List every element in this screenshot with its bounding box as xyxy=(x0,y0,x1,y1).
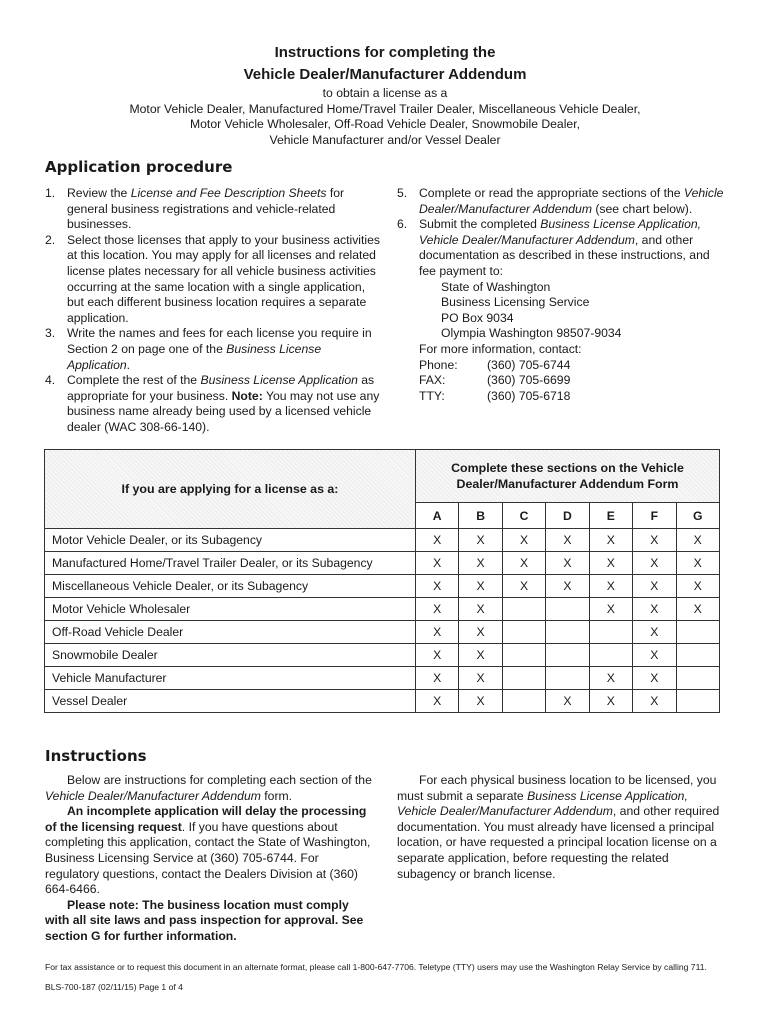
section-mark: X xyxy=(633,690,676,713)
section-mark: X xyxy=(415,621,458,644)
sections-header-line: Complete these sections on the Vehicle xyxy=(451,461,684,475)
section-mark: X xyxy=(459,690,502,713)
section-mark: X xyxy=(459,575,502,598)
section-mark: X xyxy=(589,552,632,575)
section-mark xyxy=(502,598,545,621)
address-line: State of Washington xyxy=(441,279,551,294)
table-row xyxy=(45,644,720,667)
table-row xyxy=(45,667,720,690)
step-number: 4. xyxy=(45,373,56,388)
section-mark: X xyxy=(589,667,632,690)
section-mark: X xyxy=(589,598,632,621)
section-mark xyxy=(676,667,720,690)
section-mark: X xyxy=(633,667,676,690)
instructions-paragraph xyxy=(397,773,727,882)
section-mark: X xyxy=(633,598,676,621)
section-mark xyxy=(589,644,632,667)
text-run: Submit the completed xyxy=(419,217,541,232)
instructions-right-column xyxy=(397,773,727,882)
sections-header xyxy=(415,450,719,503)
contact-label: TTY: xyxy=(419,388,445,403)
subtitle-line: Motor Vehicle Dealer, Manufactured Home/Travel Trailer Dealer, Miscellaneous Vehicle Dealer, xyxy=(129,101,641,116)
step-number: 6. xyxy=(397,217,408,232)
step-text xyxy=(67,326,372,371)
address-line: Olympia Washington 98507-9034 xyxy=(441,326,622,341)
procedure-heading: Application procedure xyxy=(45,158,233,176)
procedure-step xyxy=(45,186,380,233)
section-letter-a: A xyxy=(415,503,458,529)
contact-phone xyxy=(397,358,727,374)
text-run: , and other required documentation. You must already have licensed a principal location, or have requested a principal location license on a separate application, before requesting the related subagency or branch license. xyxy=(397,804,720,881)
license-type-header: If you are applying for a license as a: xyxy=(45,450,416,529)
section-letter-b: B xyxy=(459,503,502,529)
section-mark xyxy=(502,621,545,644)
text-run: Business License Application, Vehicle Dealer/Manufacturer Addendum xyxy=(397,788,688,819)
text-run: Select those licenses that apply to your business activities at this location. You may apply for all licenses and related license plates necessary for all vehicle business activities occurring at the same location with a single application, but each different business location requires a separate application. xyxy=(67,232,380,325)
text-run: . If you have questions about completing this application, contact the State of Washington, Business Licensing Service at (360) 705-6744. For regulatory questions, contact the Dealers Division at (360) 664-6466. xyxy=(45,819,371,897)
contact-value: (360) 705-6718 xyxy=(487,388,571,403)
contact-label: FAX: xyxy=(419,373,446,388)
license-sections-table xyxy=(44,449,720,713)
step-text xyxy=(419,186,723,216)
section-mark xyxy=(502,667,545,690)
section-mark: X xyxy=(415,529,458,552)
section-mark: X xyxy=(459,598,502,621)
section-mark xyxy=(546,667,589,690)
section-mark: X xyxy=(459,644,502,667)
address-line: PO Box 9034 xyxy=(441,310,514,325)
section-mark: X xyxy=(676,552,720,575)
text-run: An incomplete application will delay the processing of the licensing request xyxy=(45,804,367,834)
license-type-label: Snowmobile Dealer xyxy=(45,644,416,667)
license-type-label: Off-Road Vehicle Dealer xyxy=(45,621,416,644)
license-rows xyxy=(45,529,720,713)
section-mark: X xyxy=(415,667,458,690)
procedure-right-column xyxy=(397,186,727,404)
section-mark: X xyxy=(676,529,720,552)
contact-value: (360) 705-6699 xyxy=(487,373,571,388)
section-mark xyxy=(676,644,720,667)
procedure-step xyxy=(397,186,727,217)
section-mark: X xyxy=(546,552,589,575)
section-mark xyxy=(502,644,545,667)
text-run: Vehicle Dealer/Manufacturer Addendum xyxy=(45,788,261,803)
contact-fax xyxy=(397,373,727,389)
section-mark: X xyxy=(633,529,676,552)
text-run: form. xyxy=(260,788,293,803)
text-run: as appropriate for your business. xyxy=(67,373,375,403)
text-run: Complete the rest of the xyxy=(67,373,201,388)
section-mark: X xyxy=(415,552,458,575)
table-row xyxy=(45,598,720,621)
section-mark xyxy=(546,644,589,667)
section-mark: X xyxy=(546,529,589,552)
text-run: Complete or read the appropriate sections of the xyxy=(419,186,684,200)
procedure-left-column xyxy=(45,186,380,436)
section-letter-d: D xyxy=(546,503,589,529)
address-line: Business Licensing Service xyxy=(441,295,590,310)
section-mark: X xyxy=(459,529,502,552)
footer-note: For tax assistance or to request this document in an alternate format, please call 1-800-647-7706. Teletype (TTY) users may use the Washington Relay Service by calling 711. xyxy=(45,962,707,972)
section-mark xyxy=(676,690,720,713)
section-mark xyxy=(502,690,545,713)
subtitle-line: to obtain a license as a xyxy=(322,86,448,100)
section-mark: X xyxy=(589,690,632,713)
subtitle-line: Motor Vehicle Wholesaler, Off-Road Vehicle Dealer, Snowmobile Dealer, xyxy=(190,117,580,131)
contact-value: (360) 705-6744 xyxy=(487,357,571,372)
section-mark: X xyxy=(633,575,676,598)
section-mark: X xyxy=(459,621,502,644)
text-run: for general business registrations and vehicle-related businesses. xyxy=(67,186,345,232)
text-run: Please note: The business location must comply with all site laws and pass inspection for approval. See section G for further information. xyxy=(45,897,364,943)
section-mark xyxy=(676,621,720,644)
section-mark: X xyxy=(502,552,545,575)
section-mark: X xyxy=(633,552,676,575)
section-mark: X xyxy=(546,575,589,598)
section-mark: X xyxy=(676,575,720,598)
section-mark: X xyxy=(633,621,676,644)
section-mark xyxy=(546,598,589,621)
step-text xyxy=(419,217,710,278)
license-type-label: Motor Vehicle Wholesaler xyxy=(45,598,416,621)
section-mark: X xyxy=(589,529,632,552)
table-row xyxy=(45,552,720,575)
section-mark: X xyxy=(415,690,458,713)
table-row xyxy=(45,621,720,644)
license-type-label: Vessel Dealer xyxy=(45,690,416,713)
procedure-step xyxy=(45,233,380,327)
mailing-address xyxy=(397,280,727,342)
step-text xyxy=(67,233,380,325)
section-mark: X xyxy=(415,575,458,598)
text-run: You may not use any business name already being used by a licensed vehicle dealer (WAC 308-66-140). xyxy=(67,388,380,434)
step-text xyxy=(67,373,379,434)
text-run: Below are instructions for completing each section of the xyxy=(67,773,372,787)
step-number: 1. xyxy=(45,186,56,200)
text-run: , and other documentation as described in these instructions, and fee payment to: xyxy=(419,232,710,278)
step-number: 2. xyxy=(45,232,56,247)
instructions-paragraph xyxy=(45,898,375,945)
section-mark: X xyxy=(633,644,676,667)
procedure-step xyxy=(45,373,380,435)
table-row xyxy=(45,529,720,552)
procedure-step xyxy=(45,326,380,373)
section-letter-g: G xyxy=(676,503,720,529)
text-run: Business License Application xyxy=(67,341,322,372)
more-info-text: For more information, contact: xyxy=(419,341,582,356)
text-run: (see chart below). xyxy=(591,201,693,216)
procedure-step xyxy=(397,217,727,279)
step-text xyxy=(67,186,344,231)
subtitle-line: Vehicle Manufacturer and/or Vessel Dealer xyxy=(269,132,501,147)
section-mark xyxy=(546,621,589,644)
text-run: Business License Application, Vehicle Dealer/Manufacturer Addendum xyxy=(419,217,702,247)
section-mark: X xyxy=(676,598,720,621)
section-mark xyxy=(589,621,632,644)
section-mark: X xyxy=(415,644,458,667)
license-type-label: Manufactured Home/Travel Trailer Dealer, or its Subagency xyxy=(45,552,416,575)
step-number: 5. xyxy=(397,186,408,200)
section-mark: X xyxy=(589,575,632,598)
instructions-paragraph xyxy=(45,773,375,804)
text-run: Note: xyxy=(231,388,263,403)
section-mark: X xyxy=(502,575,545,598)
text-run: License and Fee Description Sheets xyxy=(130,186,327,200)
text-run: . xyxy=(126,357,131,372)
text-run: Review the xyxy=(67,186,131,200)
form-id: BLS-700-187 (02/11/15) Page 1 of 4 xyxy=(45,982,183,992)
text-run: Vehicle Dealer/Manufacturer Addendum xyxy=(419,186,724,216)
contact-label: Phone: xyxy=(419,357,458,372)
section-mark: X xyxy=(459,667,502,690)
text-run: Write the names and fees for each license you require in Section 2 on page one of the xyxy=(67,326,372,356)
instructions-paragraph xyxy=(45,804,375,898)
table-row xyxy=(45,690,720,713)
table-row xyxy=(45,575,720,598)
section-letter-c: C xyxy=(502,503,545,529)
title-line-2: Vehicle Dealer/Manufacturer Addendum xyxy=(243,66,527,83)
section-mark: X xyxy=(415,598,458,621)
section-mark: X xyxy=(546,690,589,713)
sections-header-line: Dealer/Manufacturer Addendum Form xyxy=(456,477,679,491)
section-letter-f: F xyxy=(633,503,676,529)
license-type-label: Motor Vehicle Dealer, or its Subagency xyxy=(45,529,416,552)
instructions-heading: Instructions xyxy=(45,747,147,765)
text-run: For each physical business location to be licensed, you must submit a separate xyxy=(397,773,717,803)
document-header xyxy=(0,42,770,148)
license-type-label: Vehicle Manufacturer xyxy=(45,667,416,690)
license-type-label: Miscellaneous Vehicle Dealer, or its Subagency xyxy=(45,575,416,598)
contact-tty xyxy=(397,389,727,405)
text-run: Business License Application xyxy=(200,373,358,388)
step-number: 3. xyxy=(45,326,56,341)
title-line-1: Instructions for completing the xyxy=(274,44,496,61)
section-letter-e: E xyxy=(589,503,632,529)
section-mark: X xyxy=(502,529,545,552)
instructions-left-column xyxy=(45,773,375,945)
section-mark: X xyxy=(459,552,502,575)
